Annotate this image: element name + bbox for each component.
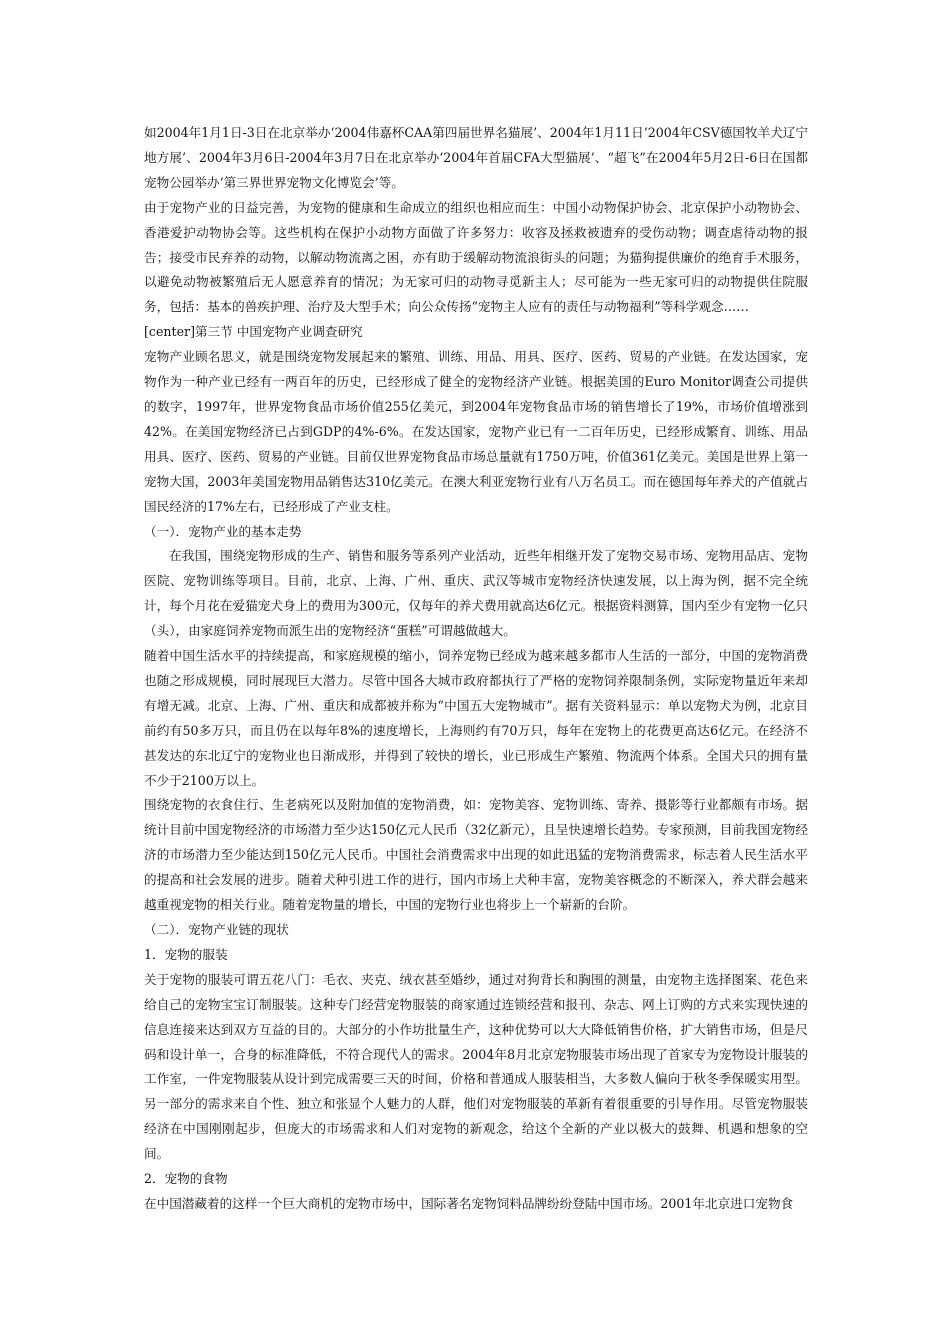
paragraph-cat-shows: 如2004年1月1日-3日在北京举办‘2004伟嘉杯CAA第四届世界名猫展’、2004年1月11日‘2004年CSV德国牧羊犬辽宁地方展’、2004年3月6日-2004年3月7日在北京举办‘2004年首届CFA大型猫展’、“超飞”在2004年5月2日-6日在国都宠物公园举办‘第三界世界宠物文化博览会’等。 (144, 125, 808, 190)
paragraph-clothing: 关于宠物的服装可谓五花八门：毛衣、夹克、绒衣甚至婚纱，通过对狗背长和胸围的测量，由宠物主选择图案、花色来给自己的宠物宝宝订制服装。这种专门经营宠物服装的商家通过连锁经营和报刊、杂志、网上订购的方式来实现快速的信息连接来达到双方互益的目的。大部分的小作坊批量生产，这种优势可以大大降低销售价格，扩大销售市场，但是尺码和设计单一，合身的标准降低，不符合现代人的需求。2004年8月北京宠物服装市场出现了首家专为宠物设计服装的工作室，一件宠物服装从设计到完成需要三天的时间，价格和普通成人服装相当，大多数人偏向于秋冬季保暖实用型。另一部分的需求来自个性、独立和张显个人魅力的人群，他们对宠物服装的革新有着很重要的引导作用。尽管宠物服装经济在中国刚刚起步，但庞大的市场需求和人们对宠物的新观念，给这个全新的产业以极大的鼓舞、机遇和想象的空间。 (144, 971, 808, 1162)
section-heading: [center]第三节 中国宠物产业调查研究 (144, 324, 363, 340)
paragraph-food: 在中国潜藏着的这样一个巨大商机的宠物市场中，国际著名宠物饲料品牌纷纷登陆中国市场。2001年北京进口宠物食 (144, 1195, 794, 1211)
paragraph-china-market: 在我国，围绕宠物形成的生产、销售和服务等系列产业活动，近些年相继开发了宠物交易市场、宠物用品店、宠物医院、宠物训练等项目。目前，北京、上海、广州、重庆、武汉等城市宠物经济快速发展，以上海为例，据不完全统计，每个月花在爱猫宠犬身上的费用为300元，仅每年的养犬费用就高达6亿元。根据资料测算，国内至少有宠物一亿只（头），由家庭饲养宠物而派生出的宠物经济“蛋糕”可谓越做越大。 (144, 548, 808, 639)
paragraph-living-standard: 随着中国生活水平的持续提高，和家庭规模的缩小，饲养宠物已经成为越来越多都市人生活的一部分，中国的宠物消费也随之形成规模，同时展现巨大潜力。尽管中国各大城市政府都执行了严格的宠物饲养限制条例，实际宠物量近年来却有增无减。北京、上海、广州、重庆和成都被并称为“中国五大宠物城市”。据有关资料显示：单以宠物犬为例，北京目前约有50多万只，而且仍在以每年8%的速度增长，上海则约有70万只，每年在宠物上的花费更高达6亿元。在经济不甚发达的东北辽宁的宠物业也日渐成形，并得到了较快的增长，业已形成生产繁殖、物流两个体系。全国犬只的拥有量不少于2100万以上。 (144, 648, 808, 788)
subsection-heading-trend: （一）．宠物产业的基本走势 (144, 523, 302, 539)
subsection-heading-chain: （二）．宠物产业链的现状 (144, 922, 289, 937)
paragraph-animal-protection: 由于宠物产业的日益完善，为宠物的健康和生命成立的组织也相应而生：中国小动物保护协会、北京保护小动物协会、香港爱护动物协会等。这些机构在保护小动物方面做了许多努力：收容及拯救被遗弃的受伤动物；调查虐待动物的报告；接受市民弃养的动物，以解动物流离之困，亦有助于缓解动物流浪街头的问题；为猫狗提供廉价的绝育手术服务，以避免动物被繁殖后无人愿意养育的情况；为无家可归的动物寻觅新主人；尽可能为一些无家可归的动物提供住院服务，包括：基本的兽疾护理、治疗及大型手术；向公众传扬“宠物主人应有的责任与动物福利”等科学观念…… (144, 199, 808, 315)
item-heading-clothing: 1．宠物的服装 (144, 946, 228, 962)
paragraph-industry-overview: 宠物产业顾名思义，就是围绕宠物发展起来的繁殖、训练、用品、用具、医疗、医药、贸易的产业链。在发达国家，宠物作为一种产业已经有一两百年的历史，已经形成了健全的宠物经济产业链。根据美国的Euro Monitor调查公司提供的数字，1997年，世界宠物食品市场价值255亿美元，到2004年宠物食品市场的销售增长了19%，市场价值增涨到42%。在美国宠物经济已占到GDP的4%-6%。在发达国家，宠物产业已有一二百年历史，已经形成繁育、训练、用品用具、医疗、医药、贸易的产业链。目前仅世界宠物食品市场总量就有1750万吨，价值361亿美元。美国是世界上第一宠物大国，2003年美国宠物用品销售达310亿美元。在澳大利亚宠物行业有八万名员工。而在德国每年养犬的产值就占国民经济的17%左右，已经形成了产业支柱。 (144, 349, 808, 514)
document-page (144, 121, 808, 1217)
paragraph-consumption: 围绕宠物的衣食住行、生老病死以及附加值的宠物消费，如：宠物美容、宠物训练、寄养、摄影等行业都颇有市场。据统计目前中国宠物经济的市场潜力至少达150亿元人民币（32亿新元），且呈快速增长趋势。专家预测，目前我国宠物经济的市场潜力至少能达到150亿元人民币。中国社会消费需求中出现的如此迅猛的宠物消费需求，标志着人民生活水平的提高和社会发展的进步。随着犬种引进工作的进行，国内市场上犬种丰富，宠物美容概念的不断深入，养犬群会越来越重视宠物的相关行业。随着宠物量的增长，中国的宠物行业也将步上一个崭新的台阶。 (144, 797, 808, 913)
item-heading-food: 2．宠物的食物 (144, 1171, 228, 1187)
